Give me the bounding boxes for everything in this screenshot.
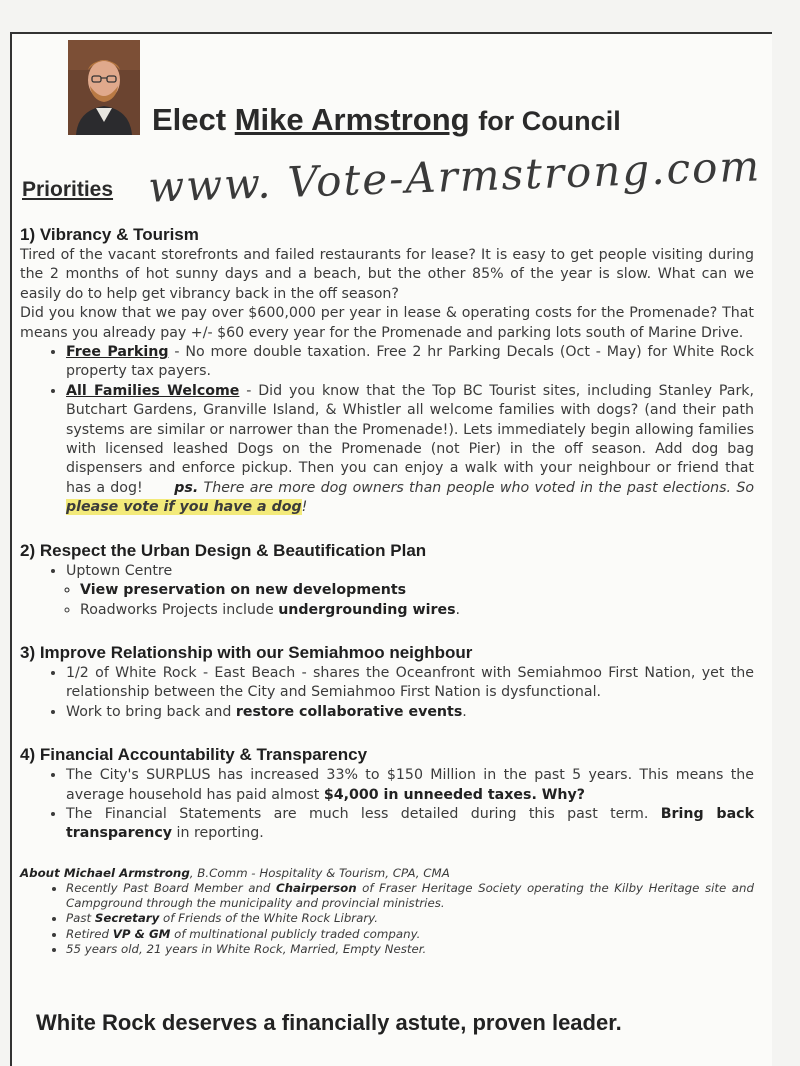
vibrancy-list — [20, 343, 754, 518]
about-heading: About Michael Armstrong, B.Comm - Hospitality & Tourism, CPA, CMA — [20, 865, 450, 880]
priorities-heading: Priorities — [22, 178, 114, 201]
urban-design-list — [20, 562, 754, 581]
list-item: • The City's SURPLUS has increased 33% to $150 Million in the past 5 years. This means the average household has paid almost $4,000 in unneeded taxes. Why? — [66, 766, 754, 805]
semiahmoo-list — [20, 664, 754, 722]
candidate-photo — [68, 40, 140, 135]
section-heading-vibrancy: 1) Vibrancy & Tourism — [20, 225, 199, 244]
closing-statement: White Rock deserves a financially astute, proven leader. — [36, 1010, 622, 1035]
financial-list — [20, 766, 754, 844]
urban-design-sublist — [20, 581, 754, 620]
about-list — [20, 881, 754, 957]
about-section — [20, 866, 754, 957]
section-heading-urban-design: 2) Respect the Urban Design & Beautification Plan — [20, 540, 427, 560]
candidate-portrait-icon — [68, 40, 140, 135]
highlighted-text: please vote if you have a dog — [66, 499, 302, 516]
list-item: • The Financial Statements are much less detailed during this past term. Bring back transparency in reporting. — [66, 805, 754, 844]
vibrancy-paragraph-2: Did you know that we pay over $600,000 per year in lease & operating costs for the Promenade? That means you already pay +/- $60 every year for the Promenade and parking lots south of Marine Drive. — [20, 305, 754, 341]
section-heading-semiahmoo: 3) Improve Relationship with our Semiahmoo neighbour — [20, 642, 473, 662]
list-item: ◦ Roadworks Projects include undergrounding wires. — [80, 601, 754, 620]
list-item: • Past Secretary of Friends of the White Rock Library. — [66, 911, 754, 926]
flyer-body — [20, 224, 754, 957]
list-item: • Uptown Centre — [66, 562, 754, 581]
list-item: • Work to bring back and restore collaborative events. — [66, 703, 754, 722]
list-item: ◦ View preservation on new developments — [80, 581, 754, 600]
list-item: • 55 years old, 21 years in White Rock, Married, Empty Nester. — [66, 942, 754, 957]
page-title: Elect Mike Armstrong for Council — [152, 102, 621, 137]
list-item: • 1/2 of White Rock - East Beach - shares the Oceanfront with Semiahmoo First Nation, yet the relationship between the City and Semiahmoo First Nation is dysfunctional. — [66, 664, 754, 703]
handwritten-url: www. Vote-Armstrong.com — [147, 141, 762, 212]
list-item: • Free Parking - No more double taxation. Free 2 hr Parking Decals (Oct - May) for White Rock property tax payers. — [66, 343, 754, 382]
list-item: • Recently Past Board Member and Chairperson of Fraser Heritage Society operating the Kilby Heritage site and Campground through the municipality and provincial ministries. — [66, 881, 754, 911]
section-heading-financial: 4) Financial Accountability & Transparency — [20, 745, 368, 765]
list-item: • All Families Welcome - Did you know that the Top BC Tourist sites, including Stanley Park, Butchart Gardens, Granville Island, & Whistler all welcome families with dogs? (and their path systems are similar or narrower than the Promenade!). Lets immediately begin allowing families with licensed leashed Dogs on the Promenade (not Pier) in the off season. Add dog bag dispensers and enforce pickup. Then you can enjoy a walk with your neighbour or friend that has a dog! ps. There are more dog owners than people who voted in the past elections. So please vote if you have a dog! — [66, 382, 754, 518]
list-item: • Retired VP & GM of multinational publicly traded company. — [66, 927, 754, 942]
vibrancy-paragraph-1: Tired of the vacant storefronts and failed restaurants for lease? It is easy to get people visiting during the 2 months of hot sunny days and a beach, but the other 85% of the year is slow. What can we easily do to help get vibrancy back in the off season? — [20, 247, 754, 302]
